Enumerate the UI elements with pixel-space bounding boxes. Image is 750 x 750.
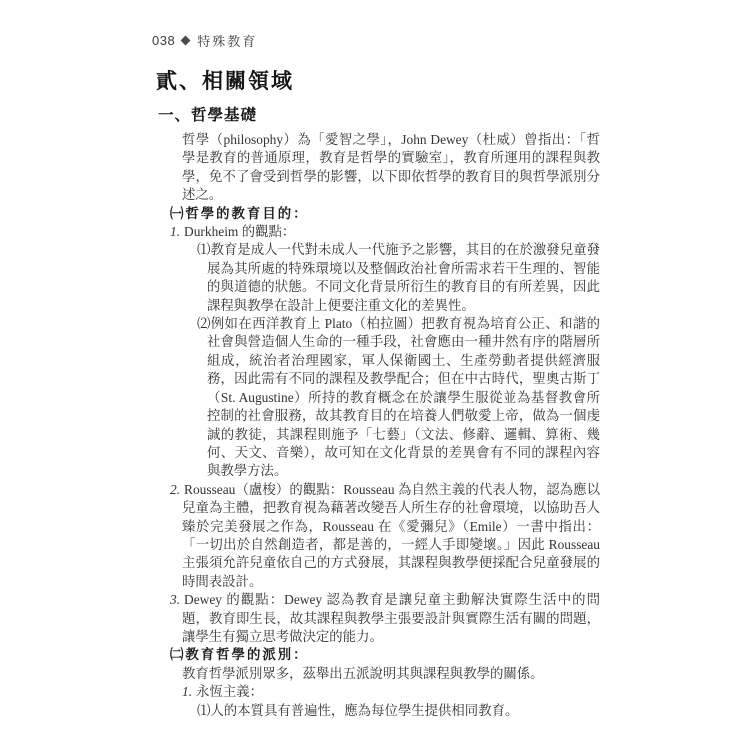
list-subitem bbox=[170, 241, 600, 315]
page-content bbox=[156, 0, 602, 720]
list-subitem bbox=[170, 315, 600, 481]
item-text: Durkheim 的觀點： bbox=[184, 224, 296, 240]
item-text: Rousseau（盧梭）的觀點：Rousseau 為自然主義的代表人物，認為應以兒童為主體，把教育視為藉著改變吾人所生存的社會環境，以協助吾人臻於完美發展之作為，Rousseau 在《愛彌兒》（Emile）一書中指出：「一切出於自然創造者，都是善的，一經人手即變壞。」因此 Rousseau 主張須允許兒童依自己的方式發展，其課程與教學便採配合兒童發展的時間表設計。 bbox=[182, 481, 600, 589]
subsection-heading: 一、哲學基礎 bbox=[158, 107, 258, 124]
item-text: Dewey 的觀點：Dewey 認為教育是讓兒童主動解決實際生活中的問題，教育即生長，故其課程與教學主張要設計與實際生活有關的問題，讓學生有獨立思考做決定的能力。 bbox=[182, 592, 600, 644]
list-item bbox=[170, 591, 600, 646]
item-marker: 1. bbox=[182, 684, 193, 700]
body-text bbox=[170, 131, 600, 720]
part2-intro: 教育哲學派別眾多，茲舉出五派說明其與課程與教學的關係。 bbox=[182, 665, 544, 681]
part2-heading: ㈡教育哲學的派別： bbox=[170, 647, 309, 663]
list-subitem bbox=[170, 702, 600, 720]
subitem-text: 教育是成人一代對未成人一代施予之影響，其目的在於激發兒童發展為其所處的特殊環境以及整個政治社會所需求若干生理的、智能的與道德的狀態。不同文化背景所衍生的教育目的有所差異，因此課程與教學在設計上便要注重文化的差異性。 bbox=[207, 242, 601, 313]
item-marker: 3. bbox=[170, 592, 181, 608]
subitem-text: 人的本質具有普遍性，應為每位學生提供相同教育。 bbox=[210, 702, 519, 718]
item-marker: 2. bbox=[170, 481, 181, 497]
list-item bbox=[170, 481, 600, 591]
page-number: 038 bbox=[152, 33, 176, 48]
book-title: 特殊教育 bbox=[197, 34, 258, 49]
subitem-marker: ⑴ bbox=[197, 702, 211, 718]
subitem-text: 例如在西洋教育上 Plato（柏拉圖）把教育視為培育公正、和諧的社會與營造個人生命的一種手段，社會應由一種井然有序的階層所組成，統治者治理國家，軍人保衛國土、生產勞動者提供經濟服務，因此需有不同的課程及教學配合；但在中古時代，聖奧古斯丁（St. Augustine）所持的教育概念在於讓學生服從並為基督教會所控制的社會服務，故其教育目的在培養人們敬愛上帝，做為一個虔誠的教徒，其課程則施予「七藝」（文法、修辭、邏輯、算術、幾何、天文、音樂），故可知在文化背景的差異會有不同的課程內容與教學方法。 bbox=[207, 316, 601, 479]
intro-paragraph: 哲學（philosophy）為「愛智之學」，John Dewey（杜威）曾指出：「哲學是教育的普通原理，教育是哲學的實驗室」，教育所運用的課程與教學，免不了會受到哲學的影響，以下即依哲學的教育目的與哲學派別分述之。 bbox=[182, 132, 600, 203]
list-item bbox=[170, 683, 600, 701]
list-item bbox=[170, 223, 600, 241]
item-marker: 1. bbox=[170, 224, 181, 240]
part1-heading: ㈠哲學的教育目的： bbox=[170, 205, 309, 221]
item-text: 永恆主義： bbox=[196, 684, 263, 700]
section-heading: 貳、相關領域 bbox=[156, 70, 294, 93]
subitem-marker: ⑵ bbox=[197, 316, 211, 332]
subitem-marker: ⑴ bbox=[197, 242, 211, 258]
